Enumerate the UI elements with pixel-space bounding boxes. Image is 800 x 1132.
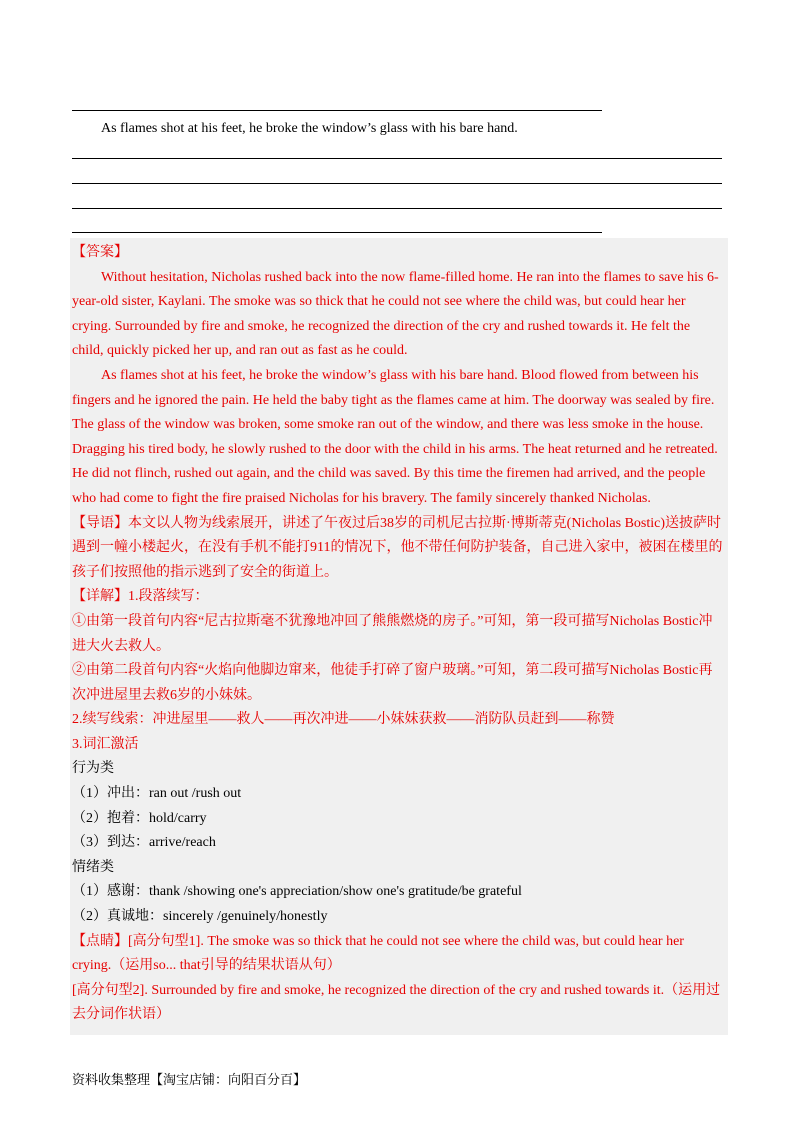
answer-paragraph-2: As flames shot at his feet, he broke the window’s glass with his bare hand. Blood flowed from between his fingers and he ignored the pain. He held the baby tight as the flames came at him. The doorway was sealed by fire. The glass of the window was broken, some smoke ran out of the window, and there was less smoke in the house. Dragging his tired body, he slowly rushed to the door with the child in his arms. The heat returned and he retreated. He did not flinch, rushed out again, and the child was saved. By this time the firemen had arrived, and the people who had come to fight the fire praised Nicholas for his bravery. The family sincerely thanked Nicholas. <box>72 367 718 506</box>
detail-heading <box>72 585 724 610</box>
tips-label: 【点睛】 <box>72 933 128 949</box>
detail-item1-a: ①由第一段首句内容“尼古拉斯毫不犹豫地冲回了熊熊燃烧的房子。”可知，第一段可描写Nicholas Bostic冲进大火去救人。 <box>72 613 713 654</box>
guide-section <box>72 512 724 586</box>
guide-text: 本文以人物为线索展开，讲述了午夜过后38岁的司机尼古拉斯·博斯蒂克(Nicholas Bostic)送披萨时遇到一幢小楼起火，在没有手机不能打911的情况下，他不带任何防护装备，自己进入家中，被困在楼里的孩子们按照他的指示逃到了安全的街道上。 <box>72 515 723 580</box>
detail-label: 【详解】 <box>72 589 128 605</box>
tips-sentence-2: [高分句型2]. Surrounded by fire and smoke, he recognized the direction of the cry and rushed towards it.（运用过去分词作状语） <box>72 982 721 1023</box>
detail-item2: 2.续写线索：冲进屋里——救人——再次冲进——小妹妹获救——消防队员赶到——称赞 <box>72 712 615 728</box>
vocab-action-item: （3）到达：arrive/reach <box>72 835 216 851</box>
answer-line-1 <box>72 110 602 111</box>
vocab-emotion-item: （1）感谢：thank /showing one's appreciation/show one's gratitude/be grateful <box>72 884 522 900</box>
prompt-sentence: As flames shot at his feet, he broke the window’s glass with his bare hand. <box>101 121 518 136</box>
tips-sentence-1 <box>72 930 724 979</box>
answer-heading: 【答案】 <box>72 245 128 260</box>
detail-item1-title: 1.段落续写： <box>128 589 209 605</box>
vocab-action-item: （2）抱着：hold/carry <box>72 810 207 826</box>
vocab-action-item: （1）冲出：ran out /rush out <box>72 786 242 802</box>
answer-line-5 <box>72 232 602 233</box>
answer-line-3 <box>72 183 722 184</box>
detail-item3-title: 3.词汇激活 <box>72 736 139 752</box>
guide-label: 【导语】 <box>72 515 128 531</box>
detail-item1-b: ②由第二段首句内容“火焰向他脚边窜来，他徒手打碎了窗户玻璃。”可知，第二段可描写Nicholas Bostic再次冲进屋里去救6岁的小妹妹。 <box>72 663 713 703</box>
vocab-category-action: 行为类 <box>72 761 114 777</box>
tips-s1-text: [高分句型1]. The smoke was so thick that he could not see where the child was, but could hear her crying.（运用so... that引导的结果状语从句） <box>72 933 684 974</box>
answer-paragraph-1: Without hesitation, Nicholas rushed back into the now flame-filled home. He ran into the flames to save his 6-year-old sister, Kaylani. The smoke was so thick that he could not see where the child was, but could hear her crying. Surrounded by fire and smoke, he recognized the direction of the cry and rushed towards it. He felt the child, quickly picked her up, and ran out as fast as he could. <box>72 269 719 359</box>
vocab-emotion-item: （2）真诚地：sincerely /genuinely/honestly <box>72 909 328 925</box>
answer-line-2 <box>72 158 722 159</box>
answer-content <box>72 241 724 1028</box>
answer-line-4 <box>72 208 722 209</box>
vocab-category-emotion: 情绪类 <box>72 859 114 875</box>
footer-text: 资料收集整理【淘宝店铺：向阳百分百】 <box>72 1073 307 1088</box>
